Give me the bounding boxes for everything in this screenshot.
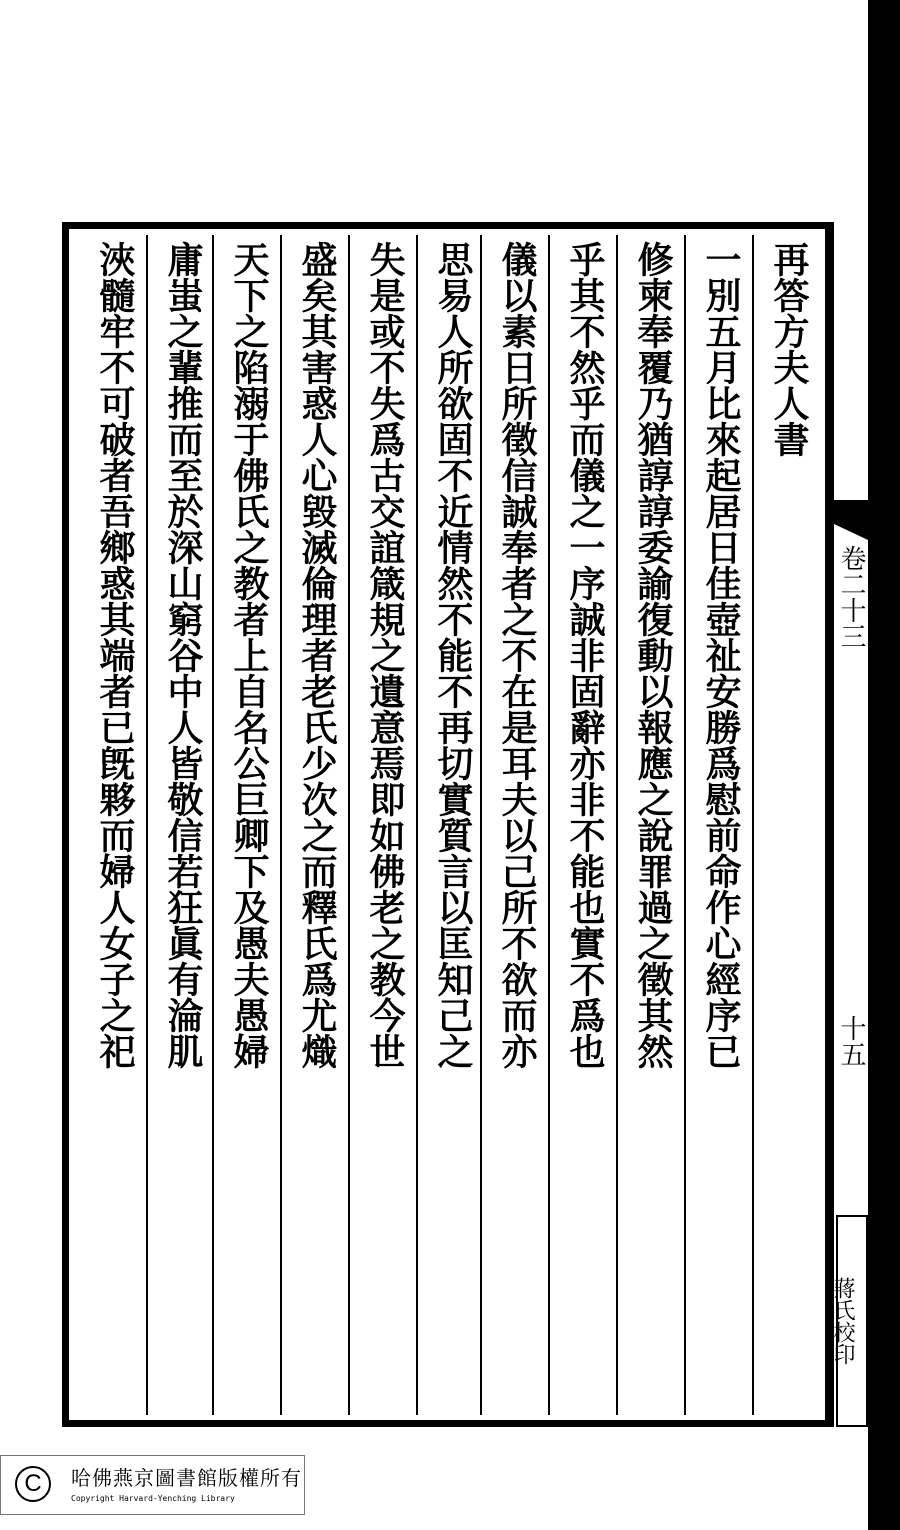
column-8 [280,235,348,1415]
column-text: 再答方夫人書 [768,241,810,457]
column-text: 浹髓牢不可破者吾鄉惑其端者已旣夥而婦人女子之祀 [94,241,136,1069]
column-9 [212,235,280,1415]
column-1 [752,235,820,1415]
column-6 [416,235,484,1415]
column-text: 思易人所欲固不近情然不能不再切實質言以匡知己之 [432,241,474,1069]
column-7 [348,235,416,1415]
column-text: 乎其不然乎而儀之一序誠非固辭亦非不能也實不爲也 [564,241,606,1069]
column-3 [616,235,684,1415]
column-text: 盛矣其害惑人心毀滅倫理者老氏少次之而釋氏爲尤熾 [296,241,338,1069]
column-11 [80,235,148,1415]
column-text: 修柬奉覆乃猶諄諄委諭復動以報應之說罪過之徵其然 [632,241,674,1069]
folio-label: 卷二十三 [836,545,866,649]
right-edge-bar [868,0,900,1530]
page-number: 十五 [836,1015,866,1067]
text-columns [80,235,820,1415]
copyright-english: Copyright Harvard-Yenching Library [71,1494,235,1503]
column-5 [480,235,548,1415]
column-text: 失是或不失爲古交誼箴規之遺意焉即如佛老之教今世 [364,241,406,1069]
column-4 [548,235,616,1415]
column-2 [684,235,752,1415]
column-text: 庸蚩之輩推而至於深山窮谷中人皆敬信若狂眞有淪肌 [162,241,204,1069]
copyright-chinese: 哈佛燕京圖書館版權所有 [71,1466,302,1490]
copyright-icon: C [15,1466,51,1502]
column-text: 天下之陷溺于佛氏之教者上自名公巨卿下及愚夫愚婦 [228,241,270,1069]
column-10 [146,235,214,1415]
printer-stamp: 蔣氏校印 [836,1215,868,1427]
column-text: 一別五月比來起居日佳壺祉安勝爲慰前命作心經序已 [700,241,742,1069]
column-text: 儀以素日所徵信誠奉者之不在是耳夫以己所不欲而亦 [496,241,538,1069]
copyright-notice [0,1455,305,1515]
